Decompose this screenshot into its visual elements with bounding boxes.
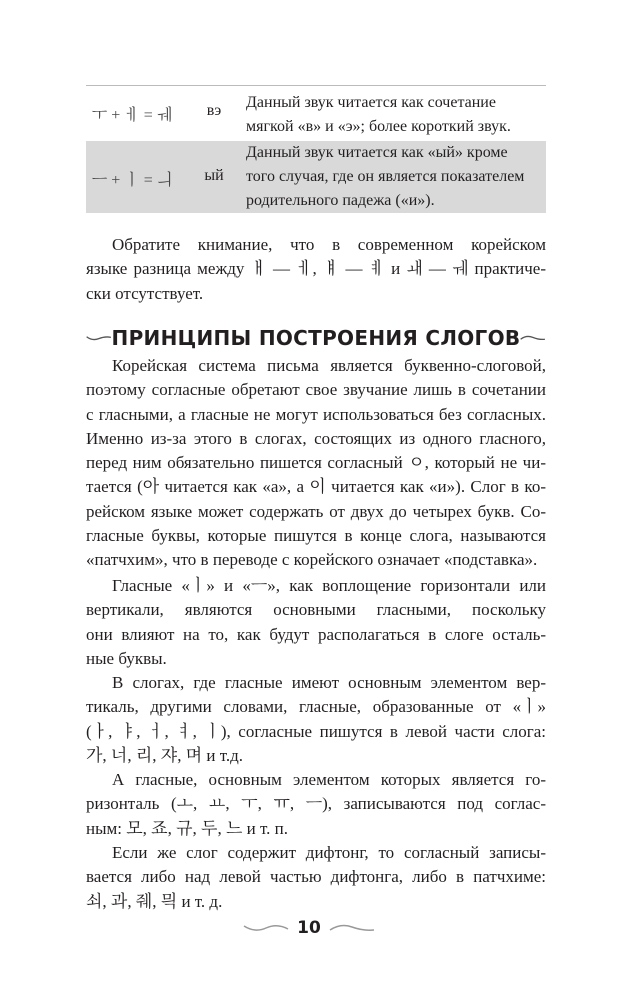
table-row <box>86 141 546 213</box>
description <box>246 141 541 213</box>
text-line: Корейская система письма является буквенно-слоговой, <box>112 356 546 375</box>
formula: ㅜ + ㅔ = ㅞ <box>91 107 173 124</box>
text-line: вается либо над левой частью дифтонга, либо в патчхиме: <box>86 867 546 887</box>
text-line: рейском языке может содержать от двух до четырех букв. Со- <box>86 501 546 521</box>
text-line: Обратите книмание, что в современном корейском <box>112 235 546 254</box>
note-paragraph <box>86 233 546 306</box>
section-heading <box>86 323 546 353</box>
table-row <box>86 88 546 140</box>
text-line: Именно из-за этого в слогах, состоящих из одного гласного, <box>86 428 546 448</box>
sound: ый <box>204 167 224 184</box>
text-line: 쇠, 과, 줴, 믝 и т. д. <box>86 891 223 911</box>
text-line: А гласные, основным элементом которых является го- <box>112 770 546 789</box>
text-line: с гласными, а гласные не могут использоваться без согласных. <box>86 404 546 424</box>
text-line: ризонталь (ㅗ, ㅛ, ㅜ, ㅠ, ㅡ), записываются под соглас- <box>86 794 546 814</box>
formula: ㅡ + ㅣ = ㅢ <box>91 172 173 189</box>
description-line: родительного падежа («и»). <box>246 192 435 209</box>
wave-ornament-icon <box>86 331 112 345</box>
text-line: вертикали, являются основными гласными, поскольку <box>86 600 546 620</box>
wave-ornament-icon <box>329 922 375 934</box>
text-line: Гласные «ㅣ» и «ㅡ», как воплощение горизонтали или <box>112 576 546 595</box>
text-line: ным: 모, 죠, 규, 두, 느 и т. п. <box>86 818 288 838</box>
sound: вэ <box>206 102 222 119</box>
paragraph <box>86 768 546 841</box>
text-line: ски отсутствует. <box>86 283 204 303</box>
paragraph <box>86 574 546 671</box>
description <box>246 91 541 139</box>
text-line: они влияют на то, как будут располагаться в слоге осталь- <box>86 624 546 644</box>
paragraph <box>86 354 546 573</box>
paragraph <box>86 671 546 768</box>
text-line: В слогах, где гласные имеют основным элементом вер- <box>112 673 546 692</box>
text-line: ные буквы. <box>86 648 167 668</box>
text-line: (ㅏ, ㅑ, ㅓ, ㅕ, ㅣ), согласные пишутся в левой части слога: <box>86 721 546 741</box>
paragraph <box>86 841 546 914</box>
wave-ornament-icon <box>243 922 289 934</box>
description-line: Данный звук читается как сочетание <box>246 94 496 111</box>
text-line: 가, 너, 리, 쟈, 며 и т.д. <box>86 745 244 765</box>
text-line: языке разница между ㅐ — ㅔ, ㅒ — ㅖ и ㅙ — ㅞ практиче- <box>86 259 546 279</box>
wave-ornament-icon <box>520 331 546 345</box>
page-footer <box>0 918 618 938</box>
description-line: того случая, где он является показателем <box>246 168 525 185</box>
text-line: тается (아 читается как «а», а 이 читается как «и»). Слог в ко- <box>86 477 546 497</box>
text-line: Если же слог содержит дифтонг, то согласный записы- <box>112 843 546 862</box>
text-line: поэтому согласные обретают свое звучание лишь в сочетании <box>86 380 546 400</box>
page-number: 10 <box>297 918 321 938</box>
text-line: «патчхим», что в переводе с корейского означает «подставка». <box>86 550 538 570</box>
heading-text: ПРИНЦИПЫ ПОСТРОЕНИЯ СЛОГОВ <box>111 326 521 350</box>
description-line: Данный звук читается как «ый» кроме <box>246 144 508 161</box>
top-rule <box>86 85 546 86</box>
text-line: тикаль, другими словами, гласные, образованные от «ㅣ» <box>86 697 546 717</box>
description-line: мягкой «в» и «э»; более короткий звук. <box>246 118 511 135</box>
text-line: перед ним обязательно пишется согласный ㅇ, который не чи- <box>86 453 546 473</box>
text-line: гласные буквы, которые пишутся в конце слога, называются <box>86 526 546 546</box>
